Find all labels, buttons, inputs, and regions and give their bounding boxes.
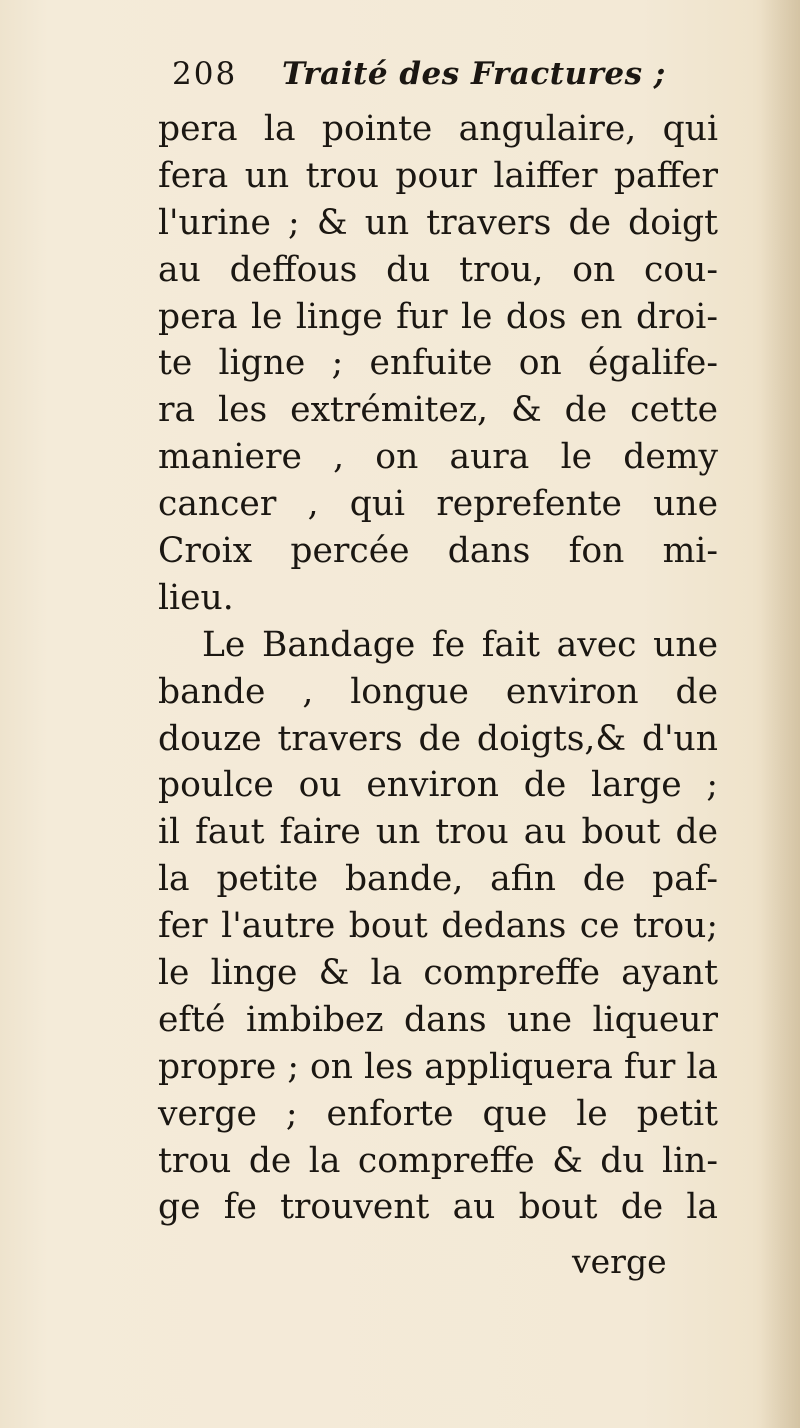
paragraph-2 xyxy=(158,622,718,1232)
text-line: le linge & la compreffe ayant xyxy=(158,953,718,994)
text-line: fer l'autre bout dedans ce trou; xyxy=(158,906,718,947)
text-block xyxy=(158,56,718,1231)
page-number: 208 xyxy=(172,56,238,92)
text-line: lieu. xyxy=(158,577,234,618)
text-line: propre ; on les appliquera fur la xyxy=(158,1046,718,1087)
text-line: te ligne ; enfuite on égalife- xyxy=(158,343,718,384)
text-line: trou de la compreffe & du lin- xyxy=(158,1140,718,1181)
text-line: ge fe trouvent au bout de la xyxy=(158,1187,718,1228)
text-line: fera un trou pour laiffer paffer xyxy=(158,155,718,196)
text-line: l'urine ; & un travers de doigt xyxy=(158,202,718,243)
text-line: pera le linge fur le dos en droi- xyxy=(158,296,718,337)
text-line: douze travers de doigts,& d'un xyxy=(158,718,718,759)
text-line: la petite bande, afin de paf- xyxy=(158,859,718,900)
paragraph-1 xyxy=(158,106,718,622)
text-line: il faut faire un trou au bout de xyxy=(158,812,718,853)
text-line: efté imbibez dans une liqueur xyxy=(158,999,718,1040)
text-line: Croix percée dans fon mi- xyxy=(158,531,718,572)
text-line: bande , longue environ de xyxy=(158,671,718,712)
text-line: ra les extrémitez, & de cette xyxy=(158,390,718,431)
text-line: poulce ou environ de large ; xyxy=(158,765,718,806)
page-edge-shadow xyxy=(760,0,800,1428)
text-line: cancer , qui reprefente une xyxy=(158,484,718,525)
text-line: au deffous du trou, on cou- xyxy=(158,249,718,290)
text-line: pera la pointe angulaire, qui xyxy=(158,109,718,149)
text-line: verge ; enforte que le petit xyxy=(158,1093,718,1134)
catchword: verge xyxy=(572,1242,667,1281)
running-title: Traité des Fractures ; xyxy=(282,56,666,92)
text-line: maniere , on aura le demy xyxy=(158,437,718,478)
page-header xyxy=(172,56,718,106)
text-line: Le Bandage fe fait avec une xyxy=(202,624,718,665)
